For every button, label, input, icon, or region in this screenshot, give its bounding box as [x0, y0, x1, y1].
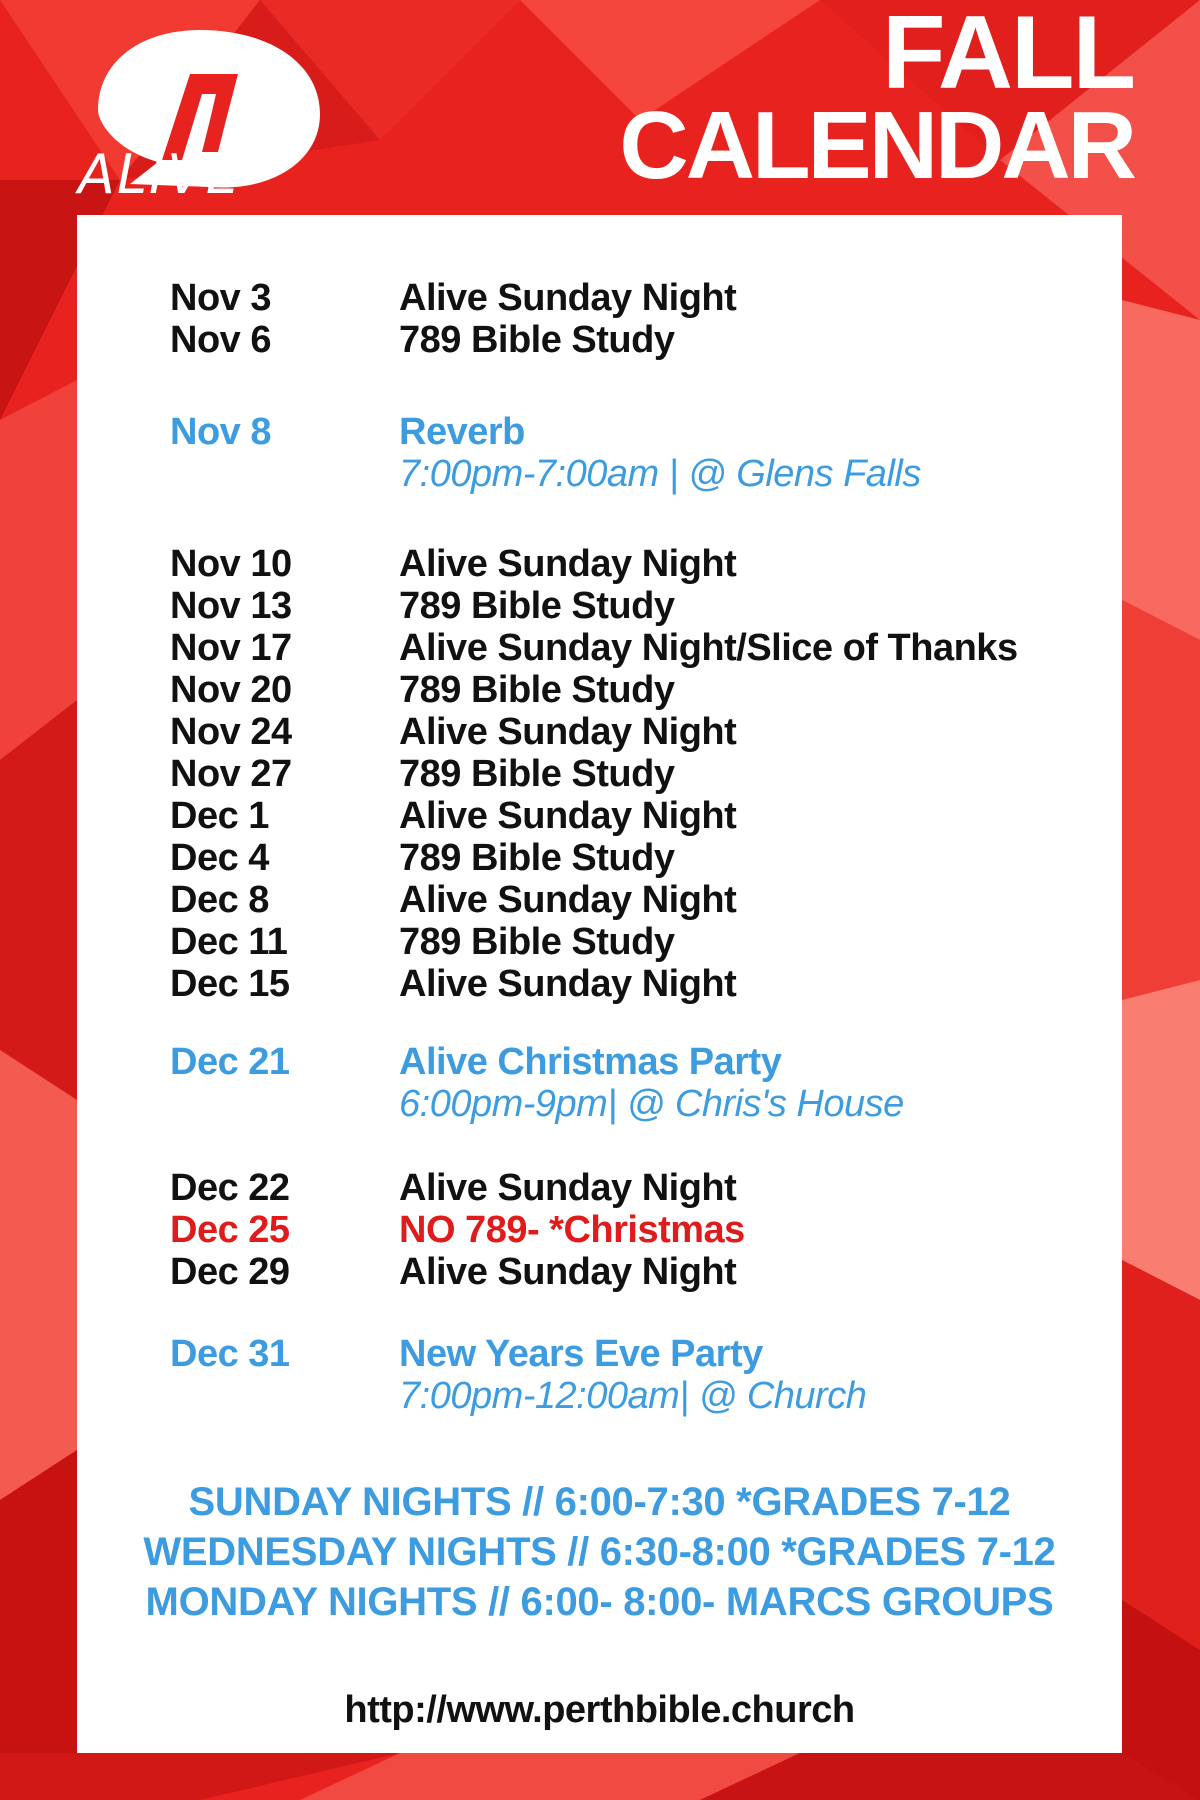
entry-date: Dec 31 [170, 1333, 290, 1375]
entry-event: Alive Christmas Party [399, 1041, 782, 1083]
entry-date: Dec 8 [170, 879, 269, 921]
entry-date: Dec 4 [170, 837, 269, 879]
entry-event: New Years Eve Party [399, 1333, 763, 1375]
entry-date: Dec 15 [170, 963, 290, 1005]
entry-date: Nov 3 [170, 277, 271, 319]
entry-detail: 6:00pm-9pm| @ Chris's House [399, 1083, 904, 1125]
entry-detail: 7:00pm-7:00am | @ Glens Falls [399, 453, 921, 495]
website-link[interactable]: http://www.perthbible.church [344, 1689, 855, 1731]
entry-date: Dec 1 [170, 795, 269, 837]
title-line-1: FALL [882, 0, 1134, 111]
page-title [619, 0, 1134, 199]
entry-event: Reverb [399, 411, 525, 453]
entry-event: 789 Bible Study [399, 921, 675, 963]
entry-date: Nov 20 [170, 669, 292, 711]
title-line-2: CALENDAR [619, 91, 1134, 199]
entry-date: Nov 10 [170, 543, 292, 585]
entry-event: Alive Sunday Night [399, 543, 737, 585]
entry-date: Dec 21 [170, 1041, 290, 1083]
entry-event: Alive Sunday Night [399, 795, 737, 837]
entry-date: Nov 24 [170, 711, 292, 753]
entry-event: 789 Bible Study [399, 837, 675, 879]
entry-date: Dec 25 [170, 1209, 290, 1251]
entry-date: Nov 27 [170, 753, 292, 795]
entry-date: Dec 11 [170, 921, 288, 963]
entry-date: Dec 29 [170, 1251, 290, 1293]
entry-event: NO 789- *Christmas [399, 1209, 745, 1251]
weekly-time-line: WEDNESDAY NIGHTS // 6:30-8:00 *GRADES 7-12 [143, 1530, 1056, 1574]
entry-event: 789 Bible Study [399, 669, 675, 711]
entry-date: Nov 8 [170, 411, 271, 453]
entry-event: Alive Sunday Night [399, 1251, 737, 1293]
entry-date: Nov 6 [170, 319, 271, 361]
entry-event: Alive Sunday Night [399, 1167, 737, 1209]
entry-event: 789 Bible Study [399, 753, 675, 795]
entry-event: Alive Sunday Night [399, 277, 737, 319]
entry-date: Nov 17 [170, 627, 292, 669]
logo-wordmark: ALIVE [78, 143, 243, 206]
weekly-time-line: MONDAY NIGHTS // 6:00- 8:00- MARCS GROUPS [145, 1580, 1054, 1624]
entry-date: Nov 13 [170, 585, 292, 627]
entry-event: Alive Sunday Night [399, 963, 737, 1005]
weekly-time-line: SUNDAY NIGHTS // 6:00-7:30 *GRADES 7-12 [188, 1480, 1011, 1524]
entry-date: Dec 22 [170, 1167, 290, 1209]
entry-event: 789 Bible Study [399, 319, 675, 361]
calendar-card [77, 215, 1122, 1753]
entry-event: Alive Sunday Night [399, 879, 737, 921]
weekly-times [77, 1477, 1122, 1627]
entry-event: Alive Sunday Night/Slice of Thanks [399, 627, 1018, 669]
entry-event: 789 Bible Study [399, 585, 675, 627]
entry-detail: 7:00pm-12:00am| @ Church [399, 1375, 867, 1417]
entry-event: Alive Sunday Night [399, 711, 737, 753]
